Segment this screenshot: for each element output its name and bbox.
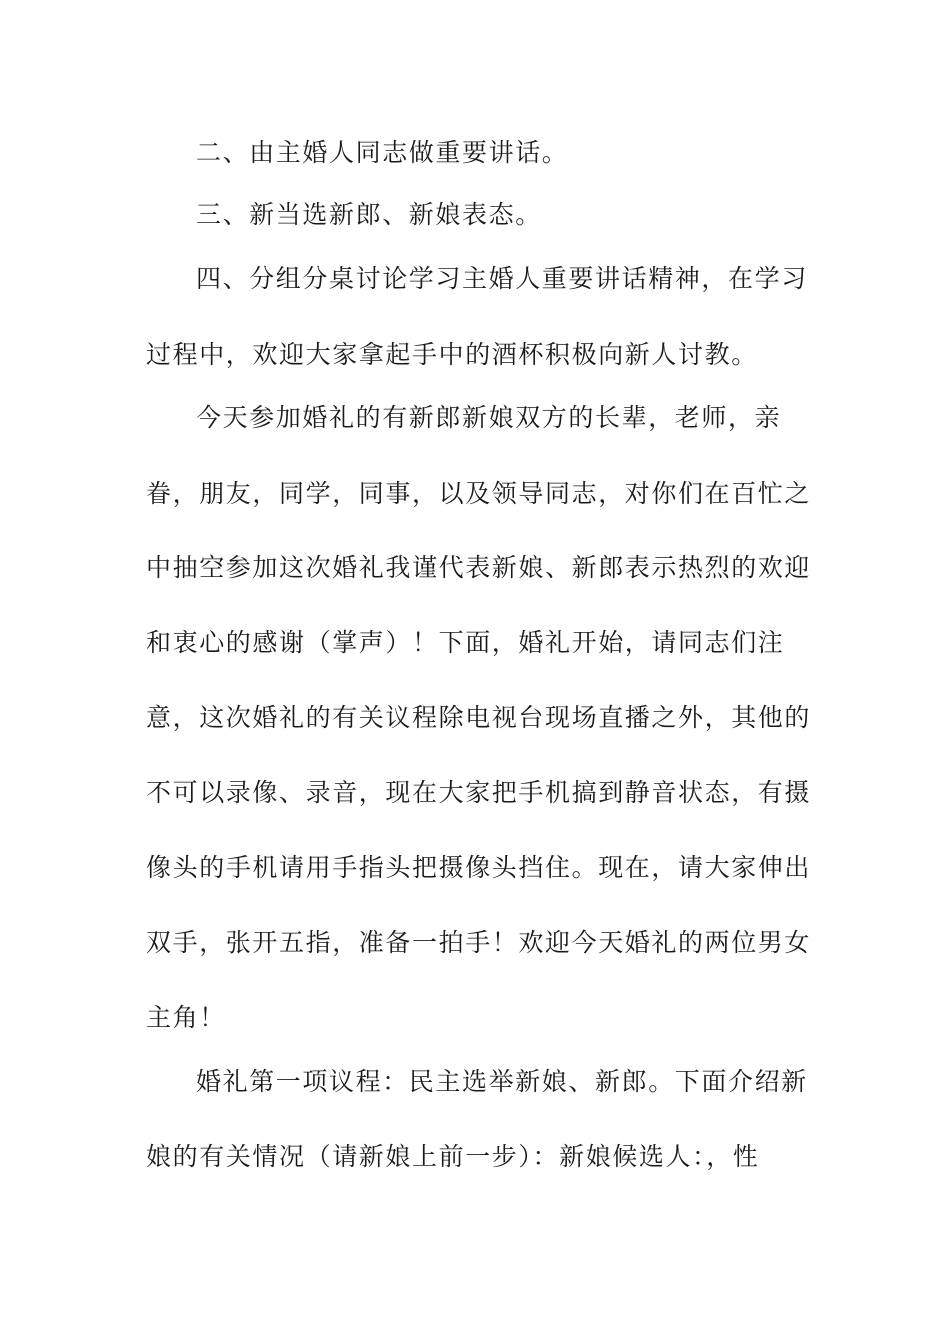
- paragraph-line: 意，这次婚礼的有关议程除电视台现场直播之外，其他的: [146, 703, 812, 732]
- paragraph-line: 眷，朋友，同学，同事，以及领导同志，对你们在百忙之: [146, 479, 812, 508]
- paragraph-line: 双手，张开五指，准备一拍手！欢迎今天婚礼的两位男女: [146, 928, 812, 957]
- paragraph-line: 今天参加婚礼的有新郎新娘双方的长辈，老师，亲: [196, 403, 782, 432]
- paragraph-line: 婚礼第一项议程：民主选举新娘、新郎。下面介绍新: [196, 1067, 808, 1096]
- paragraph-line: 像头的手机请用手指头把摄像头挡住。现在，请大家伸出: [146, 853, 812, 882]
- paragraph-line: 主角！: [146, 1003, 226, 1032]
- paragraph-line: 中抽空参加这次婚礼我谨代表新娘、新郎表示热烈的欢迎: [146, 553, 812, 582]
- paragraph-line: 娘的有关情况（请新娘上前一步）：新娘候选人：，性: [146, 1142, 760, 1171]
- paragraph-line: 过程中，欢迎大家拿起手中的酒杯积极向新人讨教。: [146, 340, 758, 369]
- paragraph-line: 四、分组分桌讨论学习主婚人重要讲话精神，在学习: [196, 264, 808, 293]
- paragraph-line: 三、新当选新郎、新娘表态。: [196, 200, 542, 229]
- paragraph-line: 二、由主婚人同志做重要讲话。: [196, 138, 569, 167]
- paragraph-line: 不可以录像、录音，现在大家把手机搞到静音状态，有摄: [146, 778, 812, 807]
- paragraph-line: 和衷心的感谢（掌声）！下面，婚礼开始，请同志们注: [146, 628, 785, 657]
